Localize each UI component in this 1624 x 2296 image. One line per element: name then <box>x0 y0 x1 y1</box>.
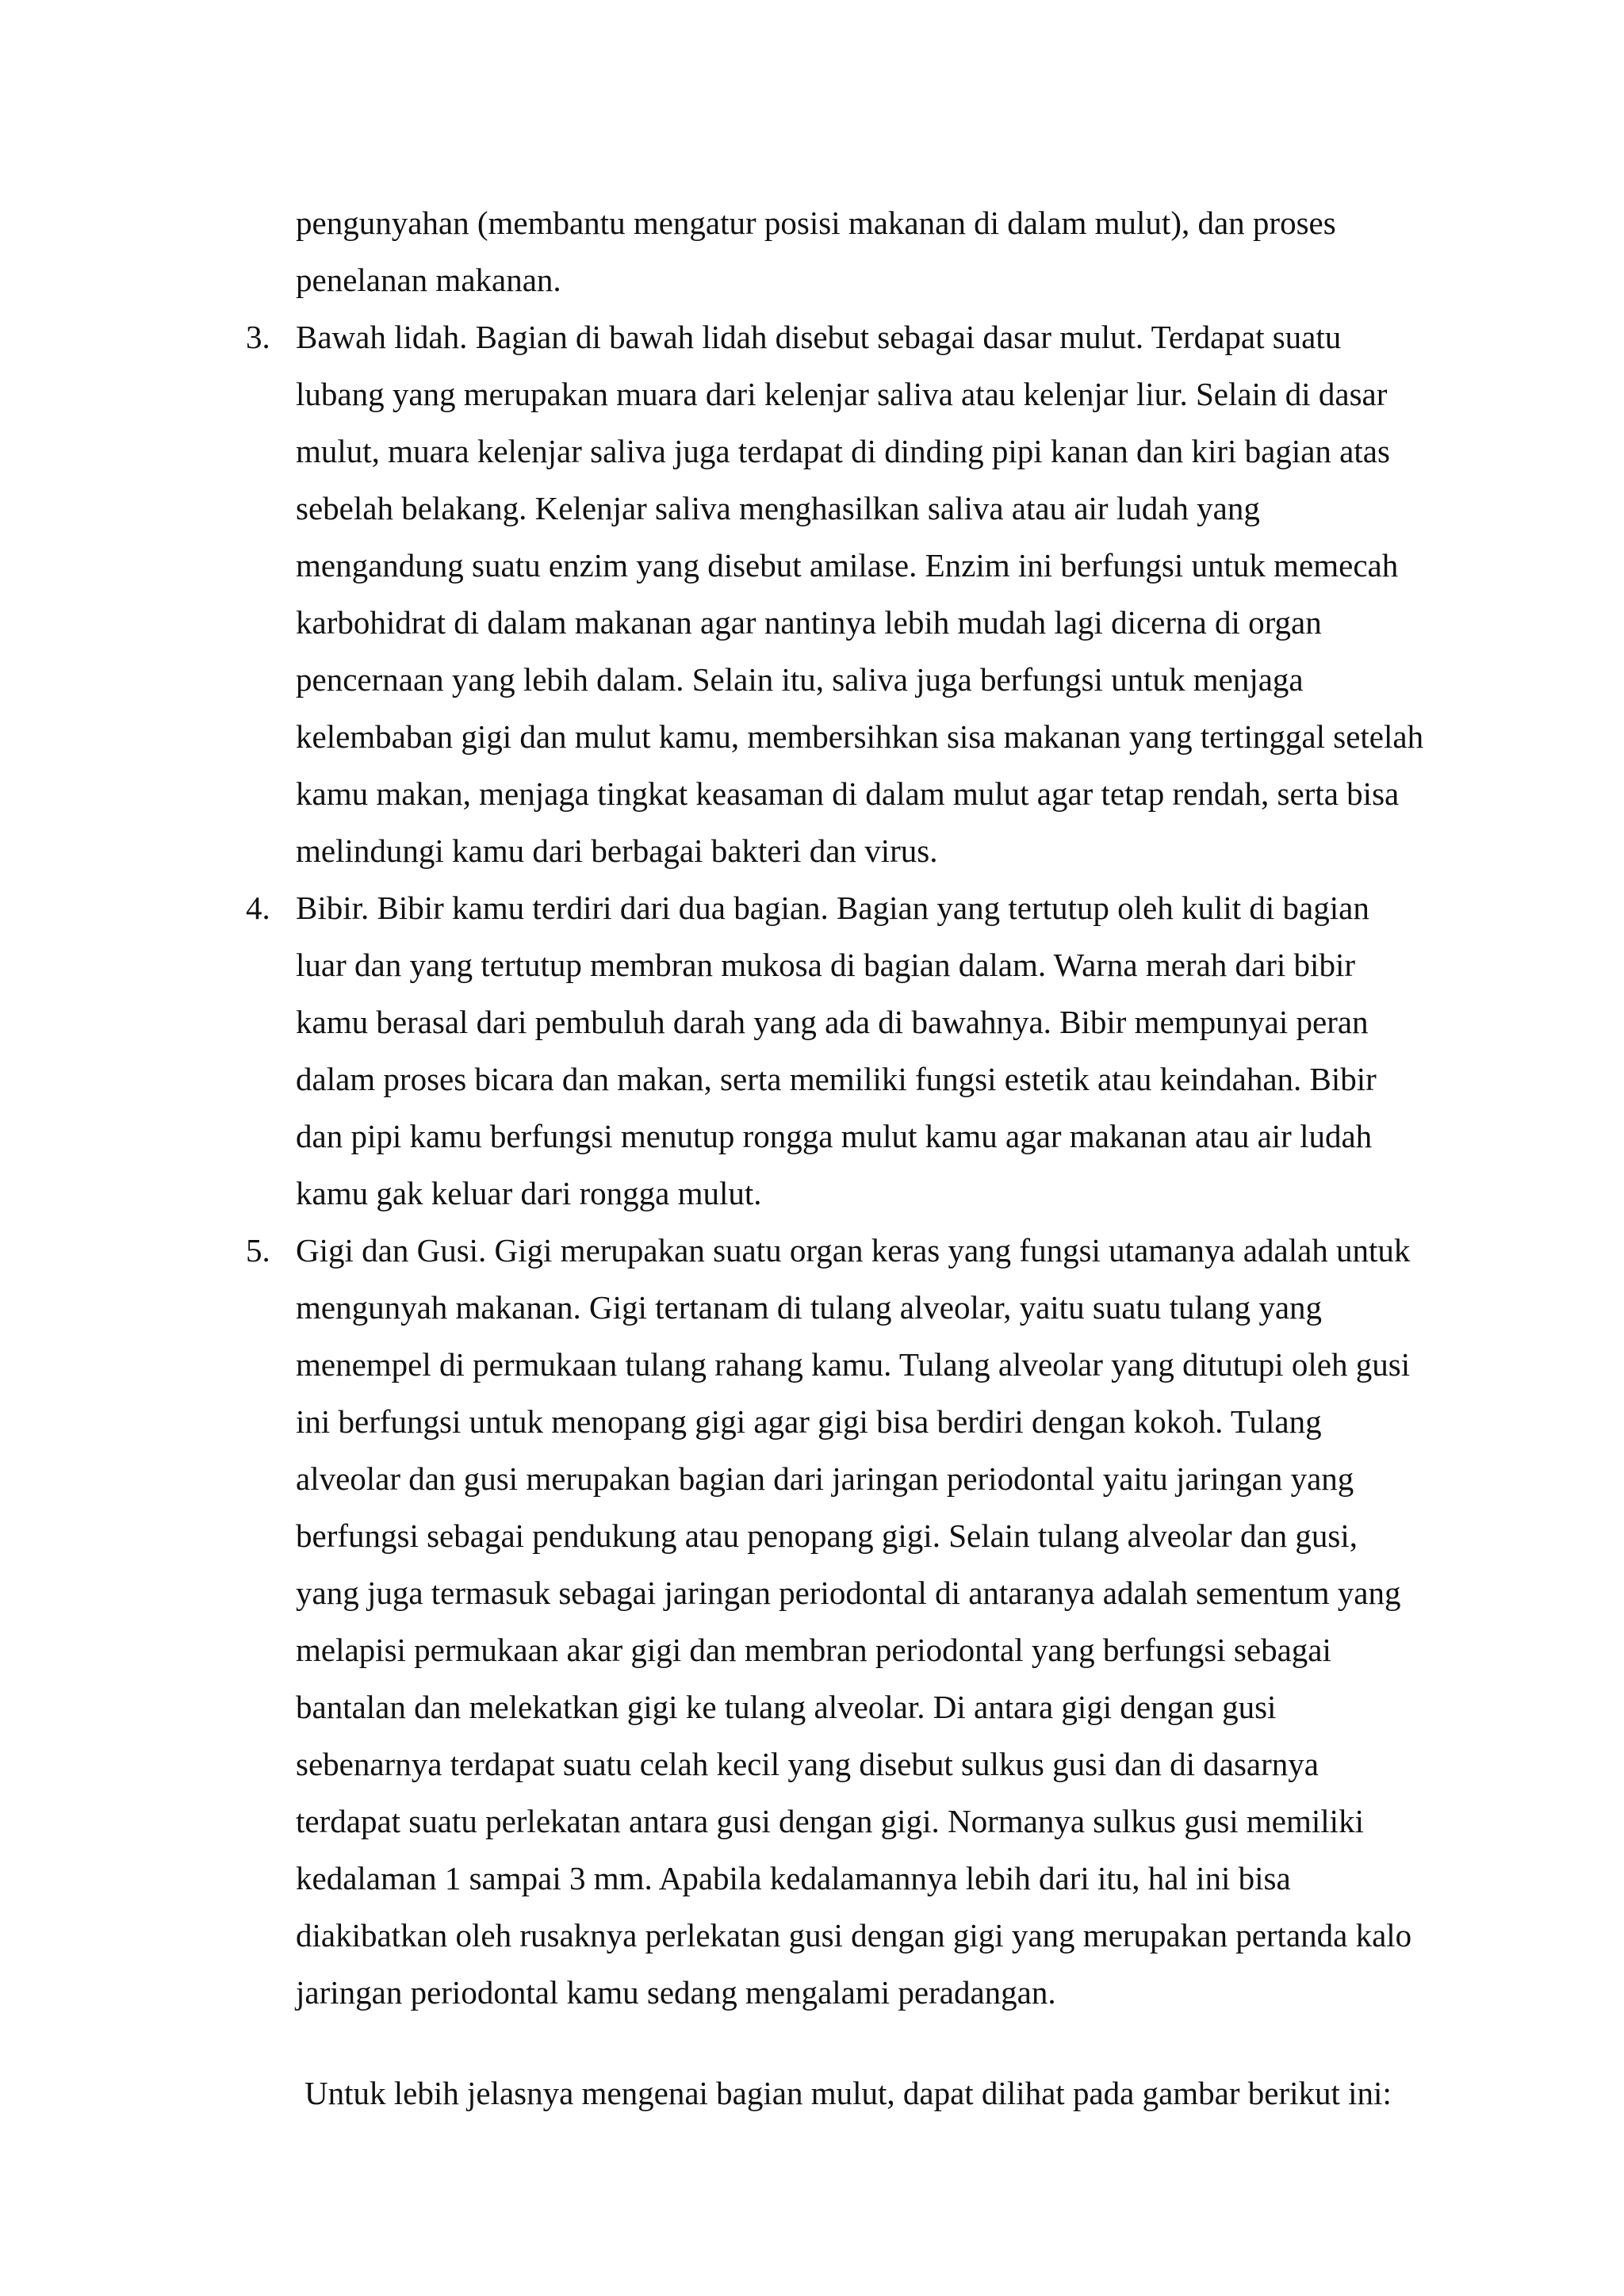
closing-paragraph: Untuk lebih jelasnya mengenai bagian mulut, dapat dilihat pada gambar berikut ini: <box>304 2075 1392 2111</box>
list-item-text: Bawah lidah. Bagian di bawah lidah disebut sebagai dasar mulut. Terdapat suatu lubang yang merupakan muara dari kelenjar saliva atau kelenjar liur. Selain di dasar mulut, muara kelenjar saliva juga terdapat di dinding pipi kanan dan kiri bagian atas sebelah belakang. Kelenjar saliva menghasilkan saliva atau air ludah yang mengandung suatu enzim yang disebut amilase. Enzim ini berfungsi untuk memecah karbohidrat di dalam makanan agar nantinya lebih mudah lagi dicerna di organ pencernaan yang lebih dalam. Selain itu, saliva juga berfungsi untuk menjaga kelembaban gigi dan mulut kamu, membersihkan sisa makanan yang tertinggal setelah kamu makan, menjaga tingkat keasaman di dalam mulut agar tetap rendah, serta bisa melindungi kamu dari berbagai bakteri dan virus. <box>296 319 1424 869</box>
list-number: 5. <box>246 1232 270 1269</box>
numbered-list <box>246 308 1427 2021</box>
list-item-text: Bibir. Bibir kamu terdiri dari dua bagian. Bagian yang tertutup oleh kulit di bagian luar dan yang tertutup membran mukosa di bagian dalam. Warna merah dari bibir kamu berasal dari pembuluh darah yang ada di bawahnya. Bibir mempunyai peran dalam proses bicara dan makan, serta memiliki fungsi estetik atau keindahan. Bibir dan pipi kamu berfungsi menutup rongga mulut kamu agar makanan atau air ludah kamu gak keluar dari rongga mulut. <box>296 890 1377 1211</box>
list-item-text: Gigi dan Gusi. Gigi merupakan suatu organ keras yang fungsi utamanya adalah untuk mengunyah makanan. Gigi tertanam di tulang alveolar, yaitu suatu tulang yang menempel di permukaan tulang rahang kamu. Tulang alveolar yang ditutupi oleh gusi ini berfungsi untuk menopang gigi agar gigi bisa berdiri dengan kokoh. Tulang alveolar dan gusi merupakan bagian dari jaringan periodontal yaitu jaringan yang berfungsi sebagai pendukung atau penopang gigi. Selain tulang alveolar dan gusi, yang juga termasuk sebagai jaringan periodontal di antaranya adalah sementum yang melapisi permukaan akar gigi dan membran periodontal yang berfungsi sebagai bantalan dan melekatkan gigi ke tulang alveolar. Di antara gigi dengan gusi sebenarnya terdapat suatu celah kecil yang disebut sulkus gusi dan di dasarnya terdapat suatu perlekatan antara gusi dengan gigi. Normanya sulkus gusi memiliki kedalaman 1 sampai 3 mm. Apabila kedalamannya lebih dari itu, hal ini bisa diakibatkan oleh rusaknya perlekatan gusi dengan gigi yang merupakan pertanda kalo jaringan periodontal kamu sedang mengalami peradangan. <box>296 1232 1412 2011</box>
continuation-paragraph: pengunyahan (membantu mengatur posisi makanan di dalam mulut), dan proses penelanan makanan. <box>296 205 1336 298</box>
page-content <box>246 194 1427 2122</box>
list-item-4 <box>246 879 1427 1222</box>
list-number: 3. <box>246 319 270 355</box>
list-item-5 <box>246 1222 1427 2021</box>
list-item-3 <box>246 308 1427 879</box>
list-number: 4. <box>246 890 270 926</box>
